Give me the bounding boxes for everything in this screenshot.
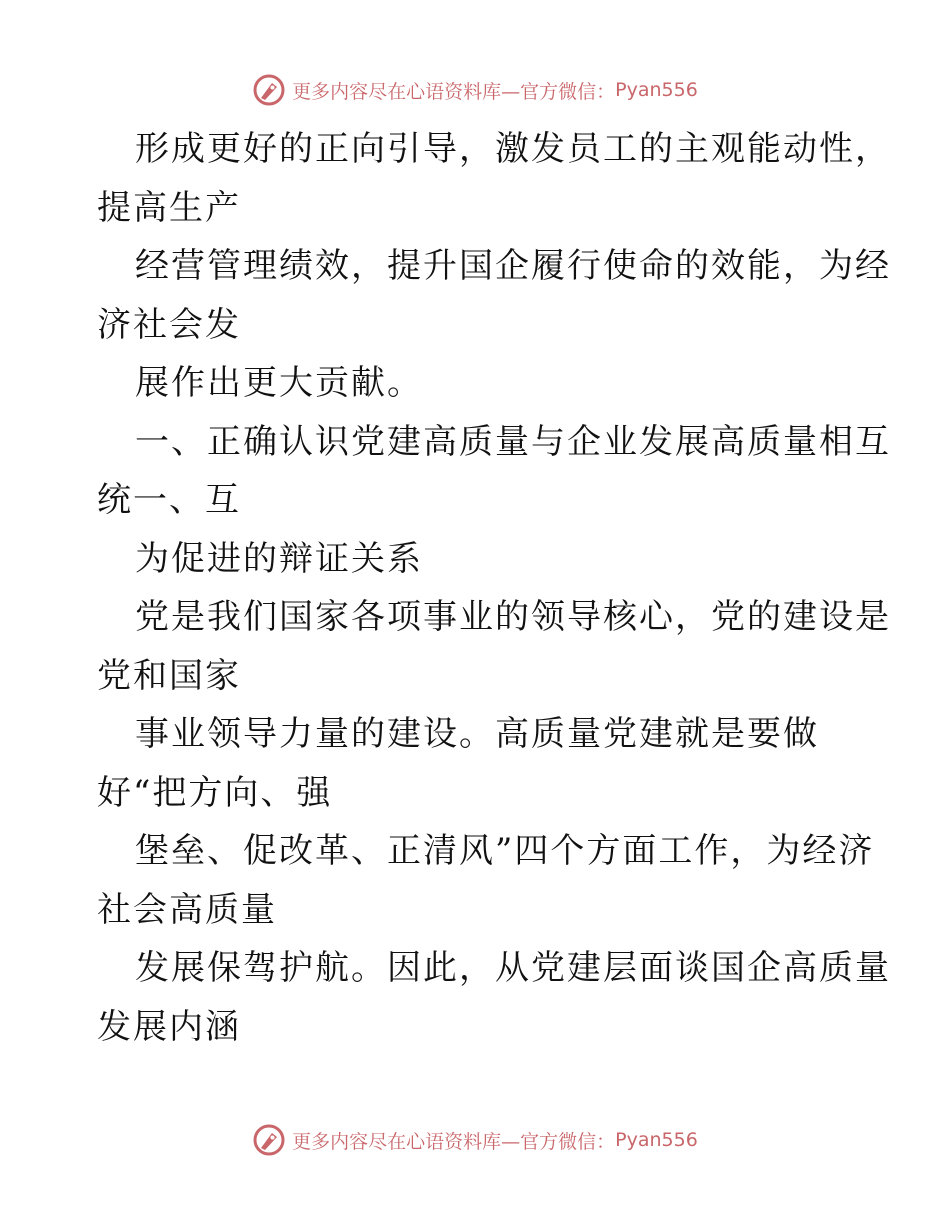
banner-text: 更多内容尽在心语资料库—官方微信： bbox=[292, 80, 616, 103]
text-line: 展作出更大贡献。 bbox=[135, 363, 423, 403]
text-line: 发展保驾护航。因此，从党建层面谈国企高质量 bbox=[135, 948, 891, 988]
watermark-banner-top bbox=[0, 70, 950, 110]
watermark-banner-bottom bbox=[0, 1120, 950, 1160]
text-line: 济社会发 bbox=[97, 304, 241, 345]
section-heading-line: 为促进的辩证关系 bbox=[135, 538, 423, 579]
document-body bbox=[97, 120, 891, 1056]
text-line: 经营管理绩效，提升国企履行使命的效能，为经 bbox=[135, 246, 891, 286]
text-line: 发展内涵 bbox=[97, 1006, 241, 1047]
text-line: 党和国家 bbox=[97, 655, 241, 696]
text-line: 好“把方向、强 bbox=[97, 772, 333, 813]
pen-nib-icon bbox=[252, 73, 286, 107]
text-line: 堡垒、促改革、正清风”四个方面工作，为经济 bbox=[135, 831, 875, 871]
text-line: 党是我们国家各项事业的领导核心，党的建设是 bbox=[135, 597, 891, 637]
pen-nib-icon bbox=[252, 1123, 286, 1157]
banner-text: 更多内容尽在心语资料库—官方微信： bbox=[292, 1130, 616, 1153]
section-heading-line: 统一、互 bbox=[97, 480, 241, 520]
text-line: 社会高质量 bbox=[97, 889, 277, 930]
wechat-id: Pyan556 bbox=[615, 79, 698, 101]
text-line: 提高生产 bbox=[97, 187, 241, 228]
text-line: 形成更好的正向引导，激发员工的主观能动性， bbox=[135, 129, 891, 169]
text-line: 事业领导力量的建设。高质量党建就是要做 bbox=[135, 714, 819, 754]
section-heading-line: 一、正确认识党建高质量与企业发展高质量相互 bbox=[135, 421, 891, 462]
wechat-id: Pyan556 bbox=[615, 1129, 698, 1151]
